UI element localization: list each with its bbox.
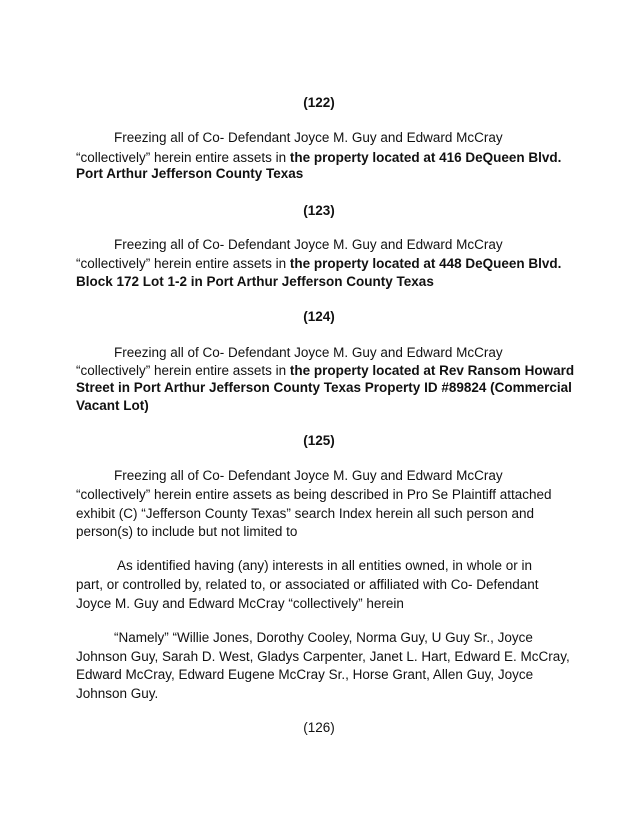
p124-line-4: Vacant Lot) [76, 398, 149, 413]
p125-line-2: “collectively” herein entire assets as being described in Pro Se Plaintiff attached [76, 487, 552, 502]
namely-line-2: Johnson Guy, Sarah D. West, Gladys Carpenter, Janet L. Hart, Edward E. McCray, [76, 649, 570, 664]
p122-property-address: the property located at 416 DeQueen Blvd. [289, 150, 562, 165]
identified-line-3: Joyce M. Guy and Edward McCray “collectively” herein [76, 596, 404, 611]
namely-line-1: “Namely” “Willie Jones, Dorothy Cooley, Norma Guy, U Guy Sr., Joyce [114, 630, 533, 645]
p124-line-2-text: “collectively” herein entire assets in [76, 363, 290, 378]
p124-line-2 [76, 363, 574, 379]
p123-line-2 [76, 256, 561, 272]
identified-line-2: part, or controlled by, related to, or associated or affiliated with Co- Defendant [76, 577, 539, 592]
paragraph-number-122: (122) [303, 95, 335, 110]
p122-line-2 [76, 150, 561, 166]
paragraph-number-123: (123) [303, 203, 335, 218]
p125-line-4: person(s) to include but not limited to [76, 524, 298, 539]
p123-property-address: the property located at 448 DeQueen Blvd. [289, 256, 562, 271]
p122-line-1: Freezing all of Co- Defendant Joyce M. Guy and Edward McCray [114, 130, 503, 145]
paragraph-number-124: (124) [303, 309, 335, 324]
p123-line-3: Block 172 Lot 1-2 in Port Arthur Jefferson County Texas [76, 274, 434, 289]
p125-line-1: Freezing all of Co- Defendant Joyce M. Guy and Edward McCray [114, 468, 503, 483]
p123-line-1: Freezing all of Co- Defendant Joyce M. Guy and Edward McCray [114, 237, 503, 252]
identified-line-1: As identified having (any) interests in all entities owned, in whole or in [117, 558, 532, 573]
p122-line-3: Port Arthur Jefferson County Texas [76, 166, 304, 181]
paragraph-number-125: (125) [303, 433, 335, 448]
p124-property-address: the property located at Rev Ransom Howard [289, 363, 575, 378]
p124-line-1: Freezing all of Co- Defendant Joyce M. Guy and Edward McCray [114, 345, 503, 360]
paragraph-number-126: (126) [303, 720, 335, 735]
p122-line-2-text: “collectively” herein entire assets in [76, 150, 290, 165]
p124-line-3: Street in Port Arthur Jefferson County Texas Property ID #89824 (Commercial [76, 380, 572, 395]
namely-line-4: Johnson Guy. [76, 686, 159, 701]
p123-line-2-text: “collectively” herein entire assets in [76, 256, 290, 271]
p125-line-3: exhibit (C) “Jefferson County Texas” search Index herein all such person and [76, 506, 534, 521]
namely-line-3: Edward McCray, Edward Eugene McCray Sr., Horse Grant, Allen Guy, Joyce [76, 667, 534, 682]
